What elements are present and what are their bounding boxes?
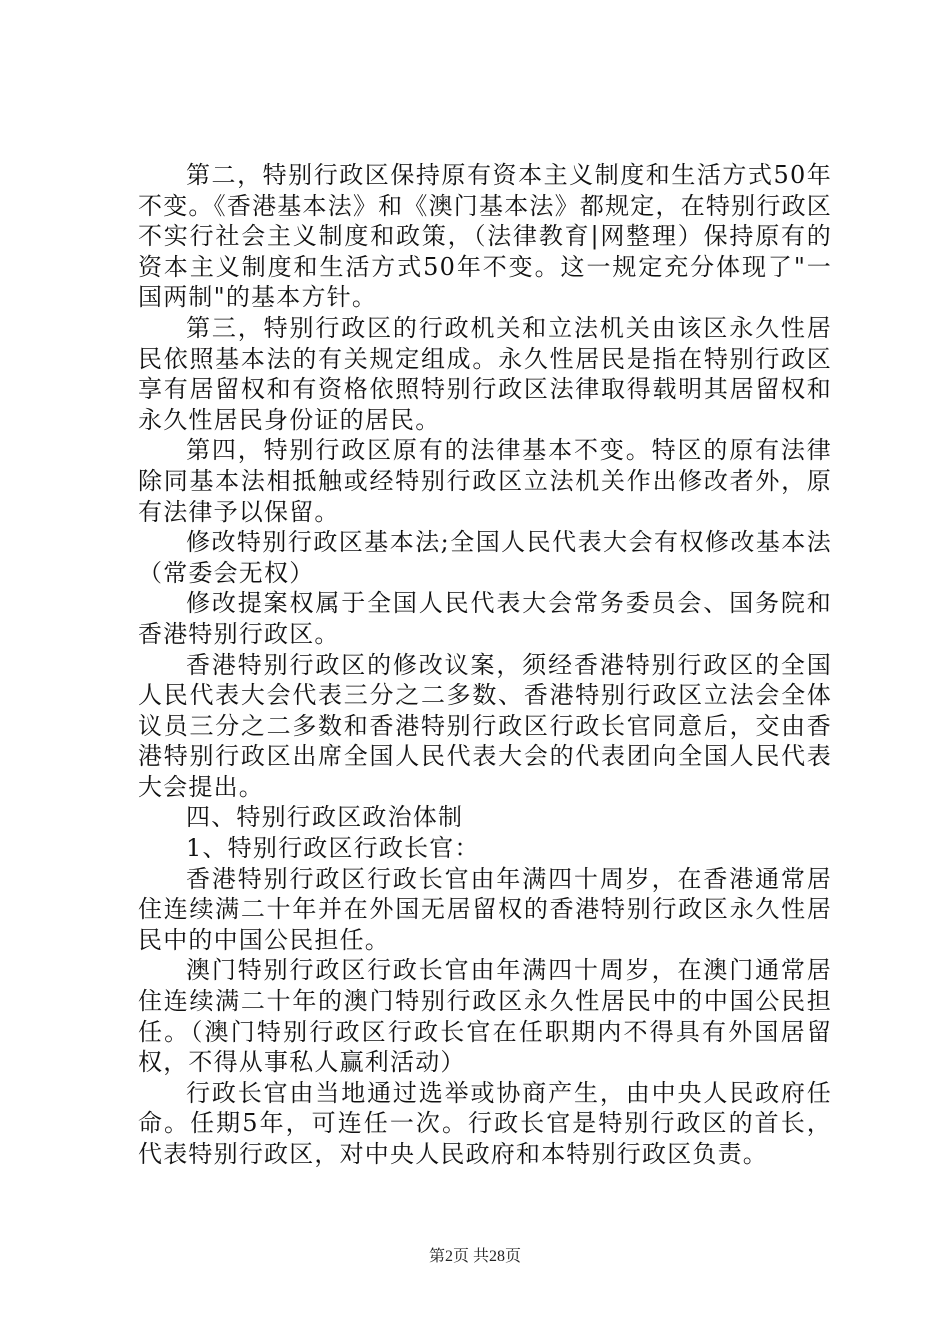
subsection-heading-chief-executive: 1、特别行政区行政长官： xyxy=(186,834,480,863)
paragraph-third-point: 第三，特别行政区的行政机关和立法机关由该区永久性居民依照基本法的有关规定组成。永久性居民是指在特别行政区享有居留权和有资格依照特别行政区法律取得载明其居留权和永久性居民身份证的居民。 xyxy=(138,313,832,434)
paragraph-amend-basic-law: 修改特别行政区基本法;全国人民代表大会有权修改基本法（常委会无权） xyxy=(138,528,832,587)
paragraph-second-point: 第二，特别行政区保持原有资本主义制度和生活方式50年不变。《香港基本法》和《澳门基本法》都规定，在特别行政区不实行社会主义制度和政策，（法律教育|网整理）保持原有的资本主义制度和生活方式50年不变。这一规定充分体现了"一国两制"的基本方针。 xyxy=(138,161,832,312)
paragraph-amend-proposal: 修改提案权属于全国人民代表大会常务委员会、国务院和香港特别行政区。 xyxy=(138,589,832,648)
paragraph-macau-chief-executive: 澳门特别行政区行政长官由年满四十周岁，在澳门通常居住连续满二十年的澳门特别行政区永久性居民中的中国公民担任。（澳门特别行政区行政长官在任职期内不得具有外国居留权，不得从事私人赢利活动） xyxy=(138,956,832,1077)
paragraph-hk-chief-executive: 香港特别行政区行政长官由年满四十周岁，在香港通常居住连续满二十年并在外国无居留权的香港特别行政区永久性居民中的中国公民担任。 xyxy=(138,864,832,954)
page-footer: 第2页 共28页 xyxy=(428,1248,521,1265)
paragraph-fourth-point: 第四，特别行政区原有的法律基本不变。特区的原有法律除同基本法相抵触或经特别行政区立法机关作出修改者外，原有法律予以保留。 xyxy=(138,436,832,526)
document-body xyxy=(138,160,832,1170)
paragraph-chief-executive-term: 行政长官由当地通过选举或协商产生，由中央人民政府任命。任期5年，可连任一次。行政长官是特别行政区的首长，代表特别行政区，对中央人民政府和本特别行政区负责。 xyxy=(138,1078,832,1168)
section-heading-political-system: 四、特别行政区政治体制 xyxy=(186,803,464,832)
paragraph-amend-procedure: 香港特别行政区的修改议案，须经香港特别行政区的全国人民代表大会代表三分之二多数、香港特别行政区立法会全体议员三分之二多数和香港特别行政区行政长官同意后，交由香港特别行政区出席全国人民代表大会的代表团向全国人民代表大会提出。 xyxy=(138,650,832,801)
